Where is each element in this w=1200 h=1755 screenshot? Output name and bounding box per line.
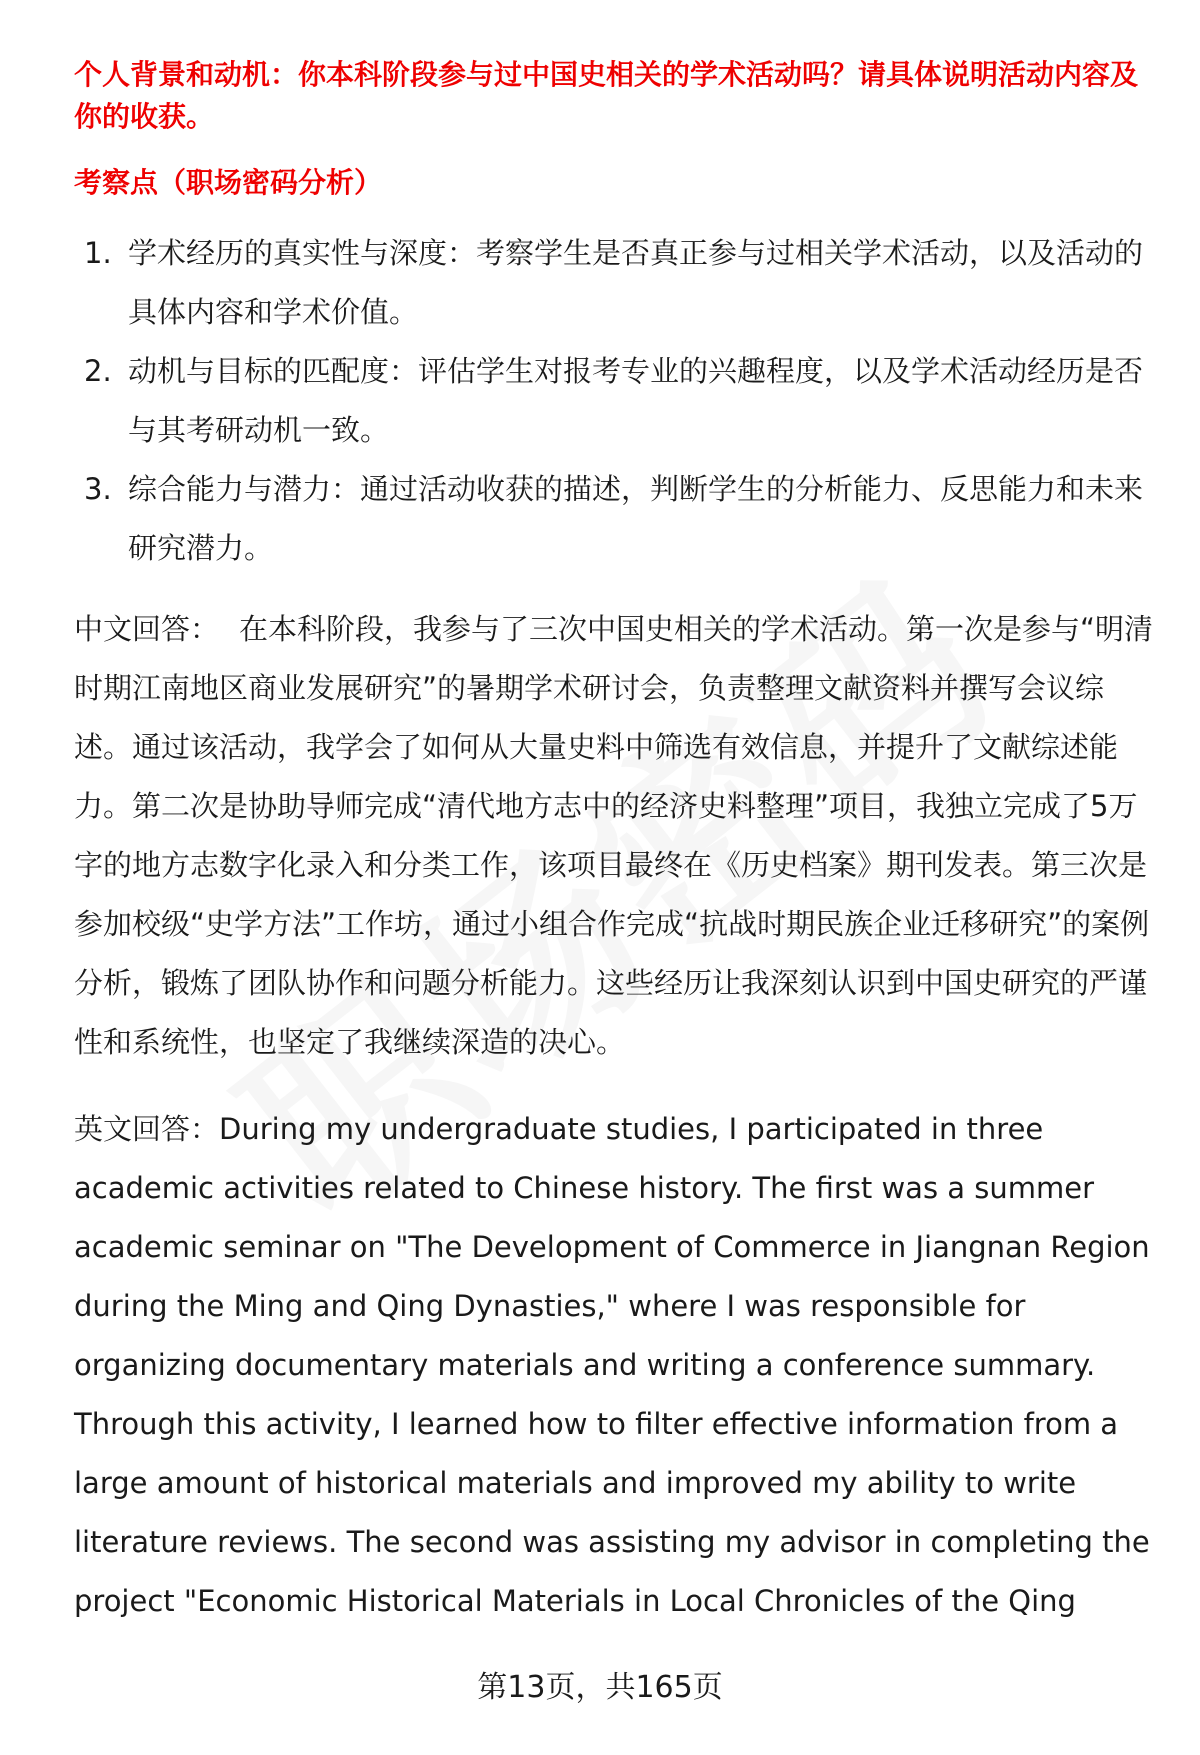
chinese-answer	[74, 600, 1154, 1072]
point-number: 3.	[84, 472, 112, 506]
point-text: 动机与目标的匹配度：评估学生对报考专业的兴趣程度，以及学术活动经历是否与其考研动机一致。	[128, 354, 1144, 447]
assessment-points-list	[74, 224, 1154, 578]
assessment-point	[74, 460, 1154, 578]
chinese-answer-text: 在本科阶段，我参与了三次中国史相关的学术活动。第一次是参与“明清时期江南地区商业发展研究”的暑期学术研讨会，负责整理文献资料并撰写会议综述。通过该活动，我学会了如何从大量史料中筛选有效信息，并提升了文献综述能力。第二次是协助导师完成“清代地方志中的经济史料整理”项目，我独立完成了5万字的地方志数字化录入和分类工作，该项目最终在《历史档案》期刊发表。第三次是参加校级“史学方法”工作坊，通过小组合作完成“抗战时期民族企业迁移研究”的案例分析，锻炼了团队协作和问题分析能力。这些经历让我深刻认识到中国史研究的严谨性和系统性，也坚定了我继续深造的决心。	[74, 612, 1154, 1059]
point-text: 学术经历的真实性与深度：考察学生是否真正参与过相关学术活动，以及活动的具体内容和学术价值。	[128, 236, 1144, 329]
point-text: 综合能力与潜力：通过活动收获的描述，判断学生的分析能力、反思能力和未来研究潜力。	[128, 472, 1144, 565]
chinese-answer-label: 中文回答：	[74, 612, 220, 646]
page-content	[74, 54, 1154, 1631]
point-number: 1.	[84, 236, 112, 270]
english-answer	[74, 1100, 1154, 1631]
point-number: 2.	[84, 354, 112, 388]
assessment-heading: 考察点（职场密码分析）	[74, 166, 383, 199]
english-answer-label: 英文回答：	[74, 1112, 220, 1146]
assessment-point	[74, 342, 1154, 460]
question-title: 个人背景和动机：你本科阶段参与过中国史相关的学术活动吗？请具体说明活动内容及你的收获。	[74, 58, 1139, 133]
page-number-footer: 第13页，共165页	[477, 1670, 723, 1705]
assessment-point	[74, 224, 1154, 342]
english-answer-text: During my undergraduate studies, I participated in three academic activities related to Chinese history. The first was a summer academic seminar on "The Development of Commerce in Jiangnan Region during the Ming and Qing Dynasties," where I was responsible for organizing documentary materials and writing a conference summary. Through this activity, I learned how to filter effective information from a large amount of historical materials and improved my ability to write literature reviews. The second was assisting my advisor in completing the project "Economic Historical Materials in Local Chronicles of the Qing	[74, 1112, 1150, 1618]
